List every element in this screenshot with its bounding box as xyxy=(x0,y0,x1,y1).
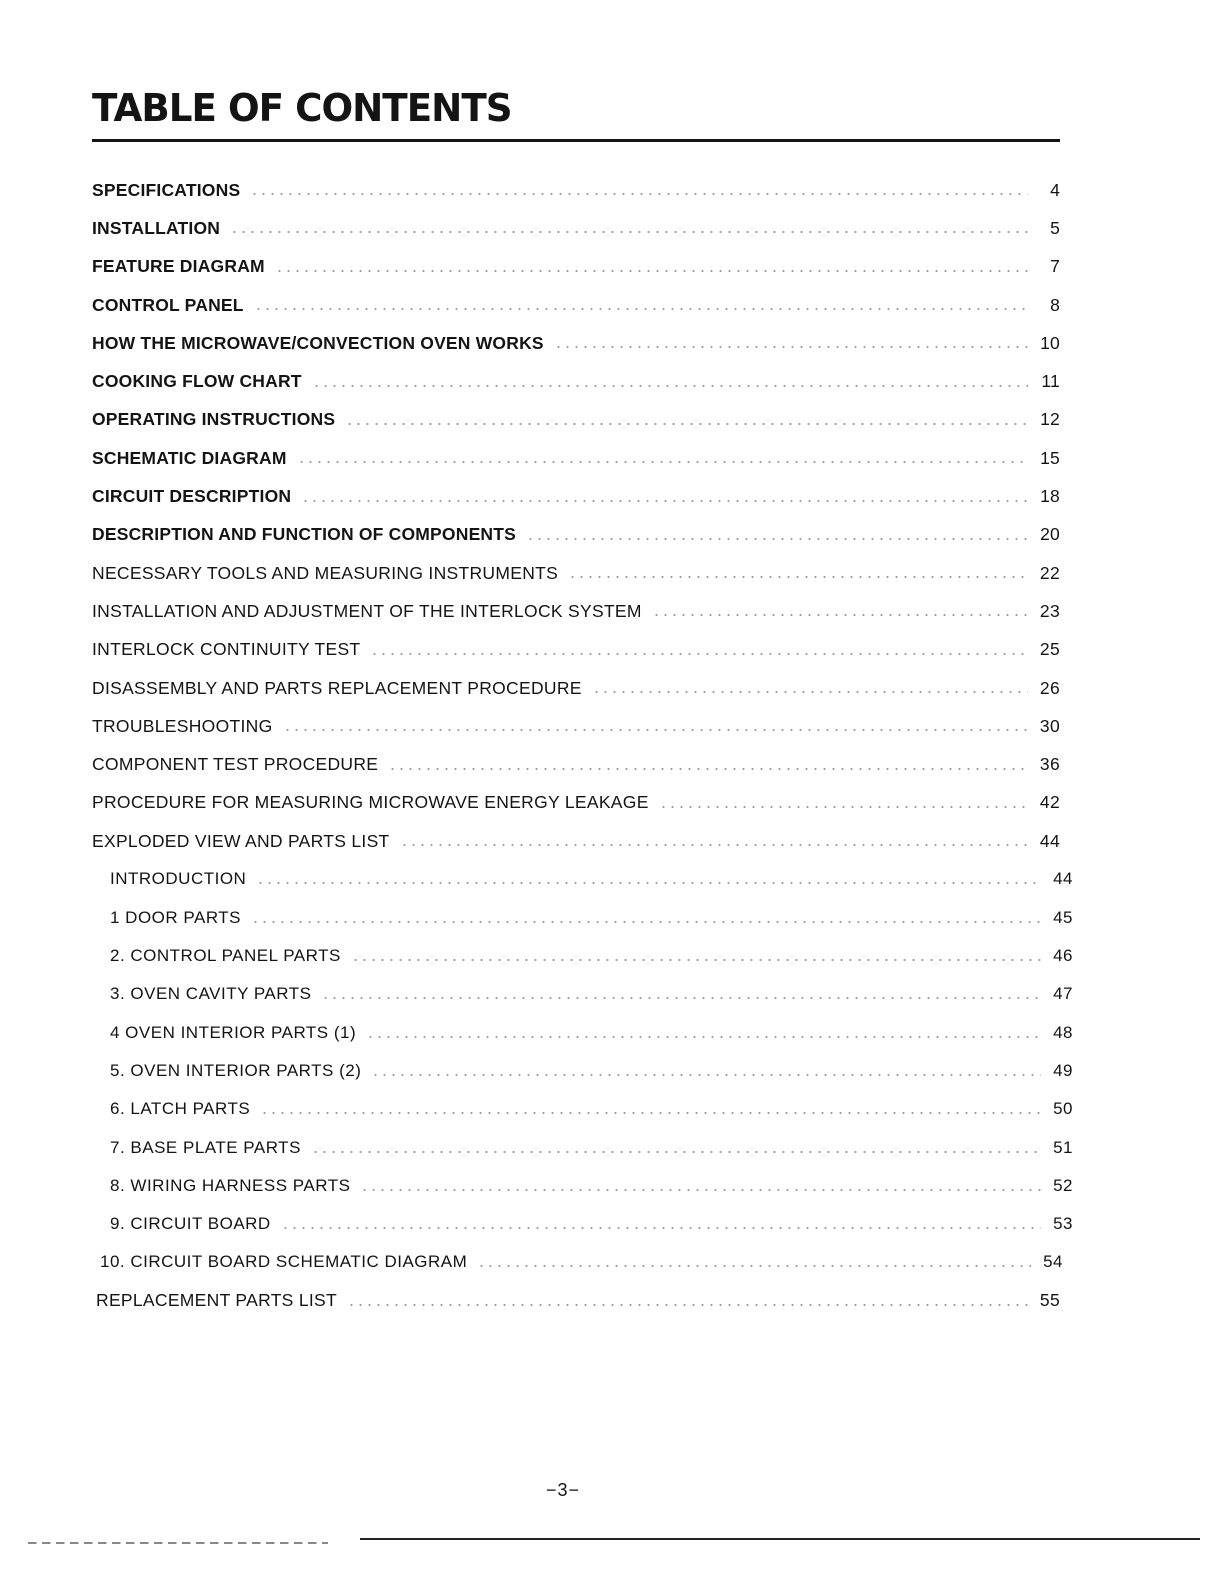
toc-entry-label: 7. BASE PLATE PARTS xyxy=(110,1137,301,1157)
dot-leader xyxy=(388,767,1028,771)
dot-leader xyxy=(659,805,1028,809)
toc-entry-page: 55 xyxy=(1039,1290,1060,1311)
toc-entry-interlock-adjustment[interactable] xyxy=(92,592,1060,630)
dot-leader xyxy=(283,728,1029,732)
toc-entry-page: 11 xyxy=(1041,371,1060,392)
toc-entry-how-oven-works[interactable] xyxy=(92,324,1060,362)
toc-entry-page: 7 xyxy=(1050,256,1060,277)
dot-leader xyxy=(281,1226,1041,1230)
dot-leader xyxy=(554,345,1028,349)
dot-leader xyxy=(256,881,1041,885)
dot-leader xyxy=(311,1150,1041,1154)
toc-entry-label: NECESSARY TOOLS AND MEASURING INSTRUMENTS xyxy=(92,562,559,583)
dot-leader xyxy=(400,843,1028,847)
toc-entry-page: 5 xyxy=(1050,217,1060,238)
toc-entry-label: REPLACEMENT PARTS LIST xyxy=(96,1290,337,1311)
toc-entry-circuit-description[interactable] xyxy=(92,477,1060,515)
toc-entry-page: 45 xyxy=(1053,907,1073,927)
toc-entry-label: INTRODUCTION xyxy=(110,869,247,889)
toc-entry-label: SCHEMATIC DIAGRAM xyxy=(92,447,287,468)
toc-entry-label: HOW THE MICROWAVE/CONVECTION OVEN WORKS xyxy=(92,332,544,353)
toc-entry-page: 18 xyxy=(1040,486,1060,507)
toc-subentry-oven-interior-parts-2[interactable] xyxy=(92,1052,1073,1090)
toc-entry-page: 8 xyxy=(1050,294,1060,315)
toc-entry-page: 54 xyxy=(1043,1252,1063,1272)
page-number: −3− xyxy=(545,1480,581,1500)
toc-entry-specifications[interactable] xyxy=(92,171,1060,209)
toc-entry-energy-leakage[interactable] xyxy=(92,784,1060,822)
footer-scan-dashes xyxy=(28,1542,328,1544)
toc-entry-page: 15 xyxy=(1040,447,1060,468)
toc-entry-page: 26 xyxy=(1039,677,1060,698)
toc-entry-page: 50 xyxy=(1053,1099,1073,1119)
toc-entry-label: EXPLODED VIEW AND PARTS LIST xyxy=(92,830,390,851)
dot-leader xyxy=(592,690,1028,694)
dot-leader xyxy=(345,422,1028,426)
toc-entry-label: 3. OVEN CAVITY PARTS xyxy=(110,984,312,1004)
toc-entry-label: 10. CIRCUIT BOARD SCHEMATIC DIAGRAM xyxy=(100,1252,468,1272)
toc-entry-label: INSTALLATION xyxy=(92,217,221,238)
toc-entry-replacement-parts-list[interactable] xyxy=(92,1282,1060,1320)
toc-entry-label: FEATURE DIAGRAM xyxy=(92,256,265,277)
table-of-contents xyxy=(92,171,1073,1320)
toc-subentry-introduction[interactable] xyxy=(92,860,1073,898)
toc-entry-label: DESCRIPTION AND FUNCTION OF COMPONENTS xyxy=(92,524,517,545)
toc-entry-page: 53 xyxy=(1053,1214,1073,1234)
toc-subentry-latch-parts[interactable] xyxy=(92,1090,1073,1128)
toc-entry-label: TROUBLESHOOTING xyxy=(92,715,273,736)
toc-entry-page: 36 xyxy=(1039,754,1060,775)
toc-entry-description-function-components[interactable] xyxy=(92,516,1060,554)
dot-leader xyxy=(250,192,1028,196)
toc-subentry-oven-cavity-parts[interactable] xyxy=(92,975,1073,1013)
toc-entry-control-panel[interactable] xyxy=(92,286,1060,324)
dot-leader xyxy=(230,230,1028,234)
toc-entry-page: 12 xyxy=(1040,409,1060,430)
toc-entry-label: OPERATING INSTRUCTIONS xyxy=(92,409,336,430)
toc-entry-label: 6. LATCH PARTS xyxy=(110,1099,251,1119)
toc-entry-installation[interactable] xyxy=(92,209,1060,247)
dot-leader xyxy=(347,1303,1028,1307)
toc-entry-page: 20 xyxy=(1040,524,1060,545)
toc-entry-disassembly[interactable] xyxy=(92,669,1060,707)
toc-entry-page: 47 xyxy=(1053,984,1073,1004)
dot-leader xyxy=(301,499,1028,503)
dot-leader xyxy=(568,575,1028,579)
toc-entry-label: CIRCUIT DESCRIPTION xyxy=(92,486,292,507)
toc-subentry-control-panel-parts[interactable] xyxy=(92,937,1073,975)
dot-leader xyxy=(275,269,1028,273)
toc-entry-page: 22 xyxy=(1039,562,1060,583)
dot-leader xyxy=(526,537,1028,541)
dot-leader xyxy=(652,613,1028,617)
toc-entry-page: 23 xyxy=(1039,600,1060,621)
toc-entry-interlock-continuity-test[interactable] xyxy=(92,631,1060,669)
toc-entry-page: 30 xyxy=(1039,715,1060,736)
toc-entry-component-test-procedure[interactable] xyxy=(92,745,1060,783)
page-title: TABLE OF CONTENTS xyxy=(92,86,512,130)
toc-entry-label: 8. WIRING HARNESS PARTS xyxy=(110,1175,351,1195)
footer-rule xyxy=(360,1538,1200,1540)
toc-entry-label: 1 DOOR PARTS xyxy=(110,907,242,927)
toc-entry-page: 42 xyxy=(1039,792,1060,813)
toc-entry-label: 2. CONTROL PANEL PARTS xyxy=(110,946,341,966)
toc-entry-page: 52 xyxy=(1053,1175,1073,1195)
toc-entry-necessary-tools[interactable] xyxy=(92,554,1060,592)
toc-entry-label: 4 OVEN INTERIOR PARTS (1) xyxy=(110,1022,357,1042)
dot-leader xyxy=(297,460,1028,464)
toc-entry-page: 10 xyxy=(1040,332,1060,353)
toc-entry-label: DISASSEMBLY AND PARTS REPLACEMENT PROCEDURE xyxy=(92,677,582,698)
dot-leader xyxy=(251,920,1041,924)
toc-entry-label: PROCEDURE FOR MEASURING MICROWAVE ENERGY LEAKAGE xyxy=(92,792,649,813)
title-underline xyxy=(92,139,1060,142)
toc-entry-label: 5. OVEN INTERIOR PARTS (2) xyxy=(110,1060,362,1080)
dot-leader xyxy=(254,307,1028,311)
toc-entry-feature-diagram[interactable] xyxy=(92,248,1060,286)
dot-leader xyxy=(360,1188,1041,1192)
toc-subentry-oven-interior-parts-1[interactable] xyxy=(92,1014,1073,1052)
toc-entry-label: INSTALLATION AND ADJUSTMENT OF THE INTERLOCK SYSTEM xyxy=(92,600,642,621)
toc-entry-page: 51 xyxy=(1053,1137,1073,1157)
toc-entry-page: 48 xyxy=(1053,1022,1073,1042)
toc-entry-label: COOKING FLOW CHART xyxy=(92,371,302,392)
dot-leader xyxy=(371,1073,1041,1077)
toc-subentry-door-parts[interactable] xyxy=(92,899,1073,937)
toc-entry-page: 44 xyxy=(1039,830,1060,851)
toc-subentry-base-plate-parts[interactable] xyxy=(92,1128,1073,1166)
toc-entry-label: 9. CIRCUIT BOARD xyxy=(110,1214,271,1234)
dot-leader xyxy=(321,996,1041,1000)
toc-entry-troubleshooting[interactable] xyxy=(92,707,1060,745)
toc-entry-label: SPECIFICATIONS xyxy=(92,179,241,200)
toc-entry-exploded-view[interactable] xyxy=(92,822,1060,860)
toc-subentry-circuit-board-schematic[interactable] xyxy=(92,1243,1063,1281)
dot-leader xyxy=(366,1035,1041,1039)
dot-leader xyxy=(312,384,1028,388)
toc-subentry-wiring-harness-parts[interactable] xyxy=(92,1167,1073,1205)
toc-entry-page: 44 xyxy=(1053,869,1073,889)
toc-entry-schematic-diagram[interactable] xyxy=(92,439,1060,477)
toc-entry-label: INTERLOCK CONTINUITY TEST xyxy=(92,639,361,660)
toc-subentry-circuit-board[interactable] xyxy=(92,1205,1073,1243)
toc-entry-operating-instructions[interactable] xyxy=(92,401,1060,439)
toc-entry-page: 25 xyxy=(1039,639,1060,660)
toc-entry-label: COMPONENT TEST PROCEDURE xyxy=(92,754,379,775)
dot-leader xyxy=(260,1111,1041,1115)
toc-entry-page: 4 xyxy=(1050,179,1060,200)
dot-leader xyxy=(477,1264,1031,1268)
dot-leader xyxy=(370,652,1028,656)
dot-leader xyxy=(351,958,1041,962)
toc-entry-cooking-flow-chart[interactable] xyxy=(92,362,1060,400)
toc-entry-label: CONTROL PANEL xyxy=(92,294,244,315)
toc-entry-page: 49 xyxy=(1053,1060,1073,1080)
toc-entry-page: 46 xyxy=(1053,946,1073,966)
